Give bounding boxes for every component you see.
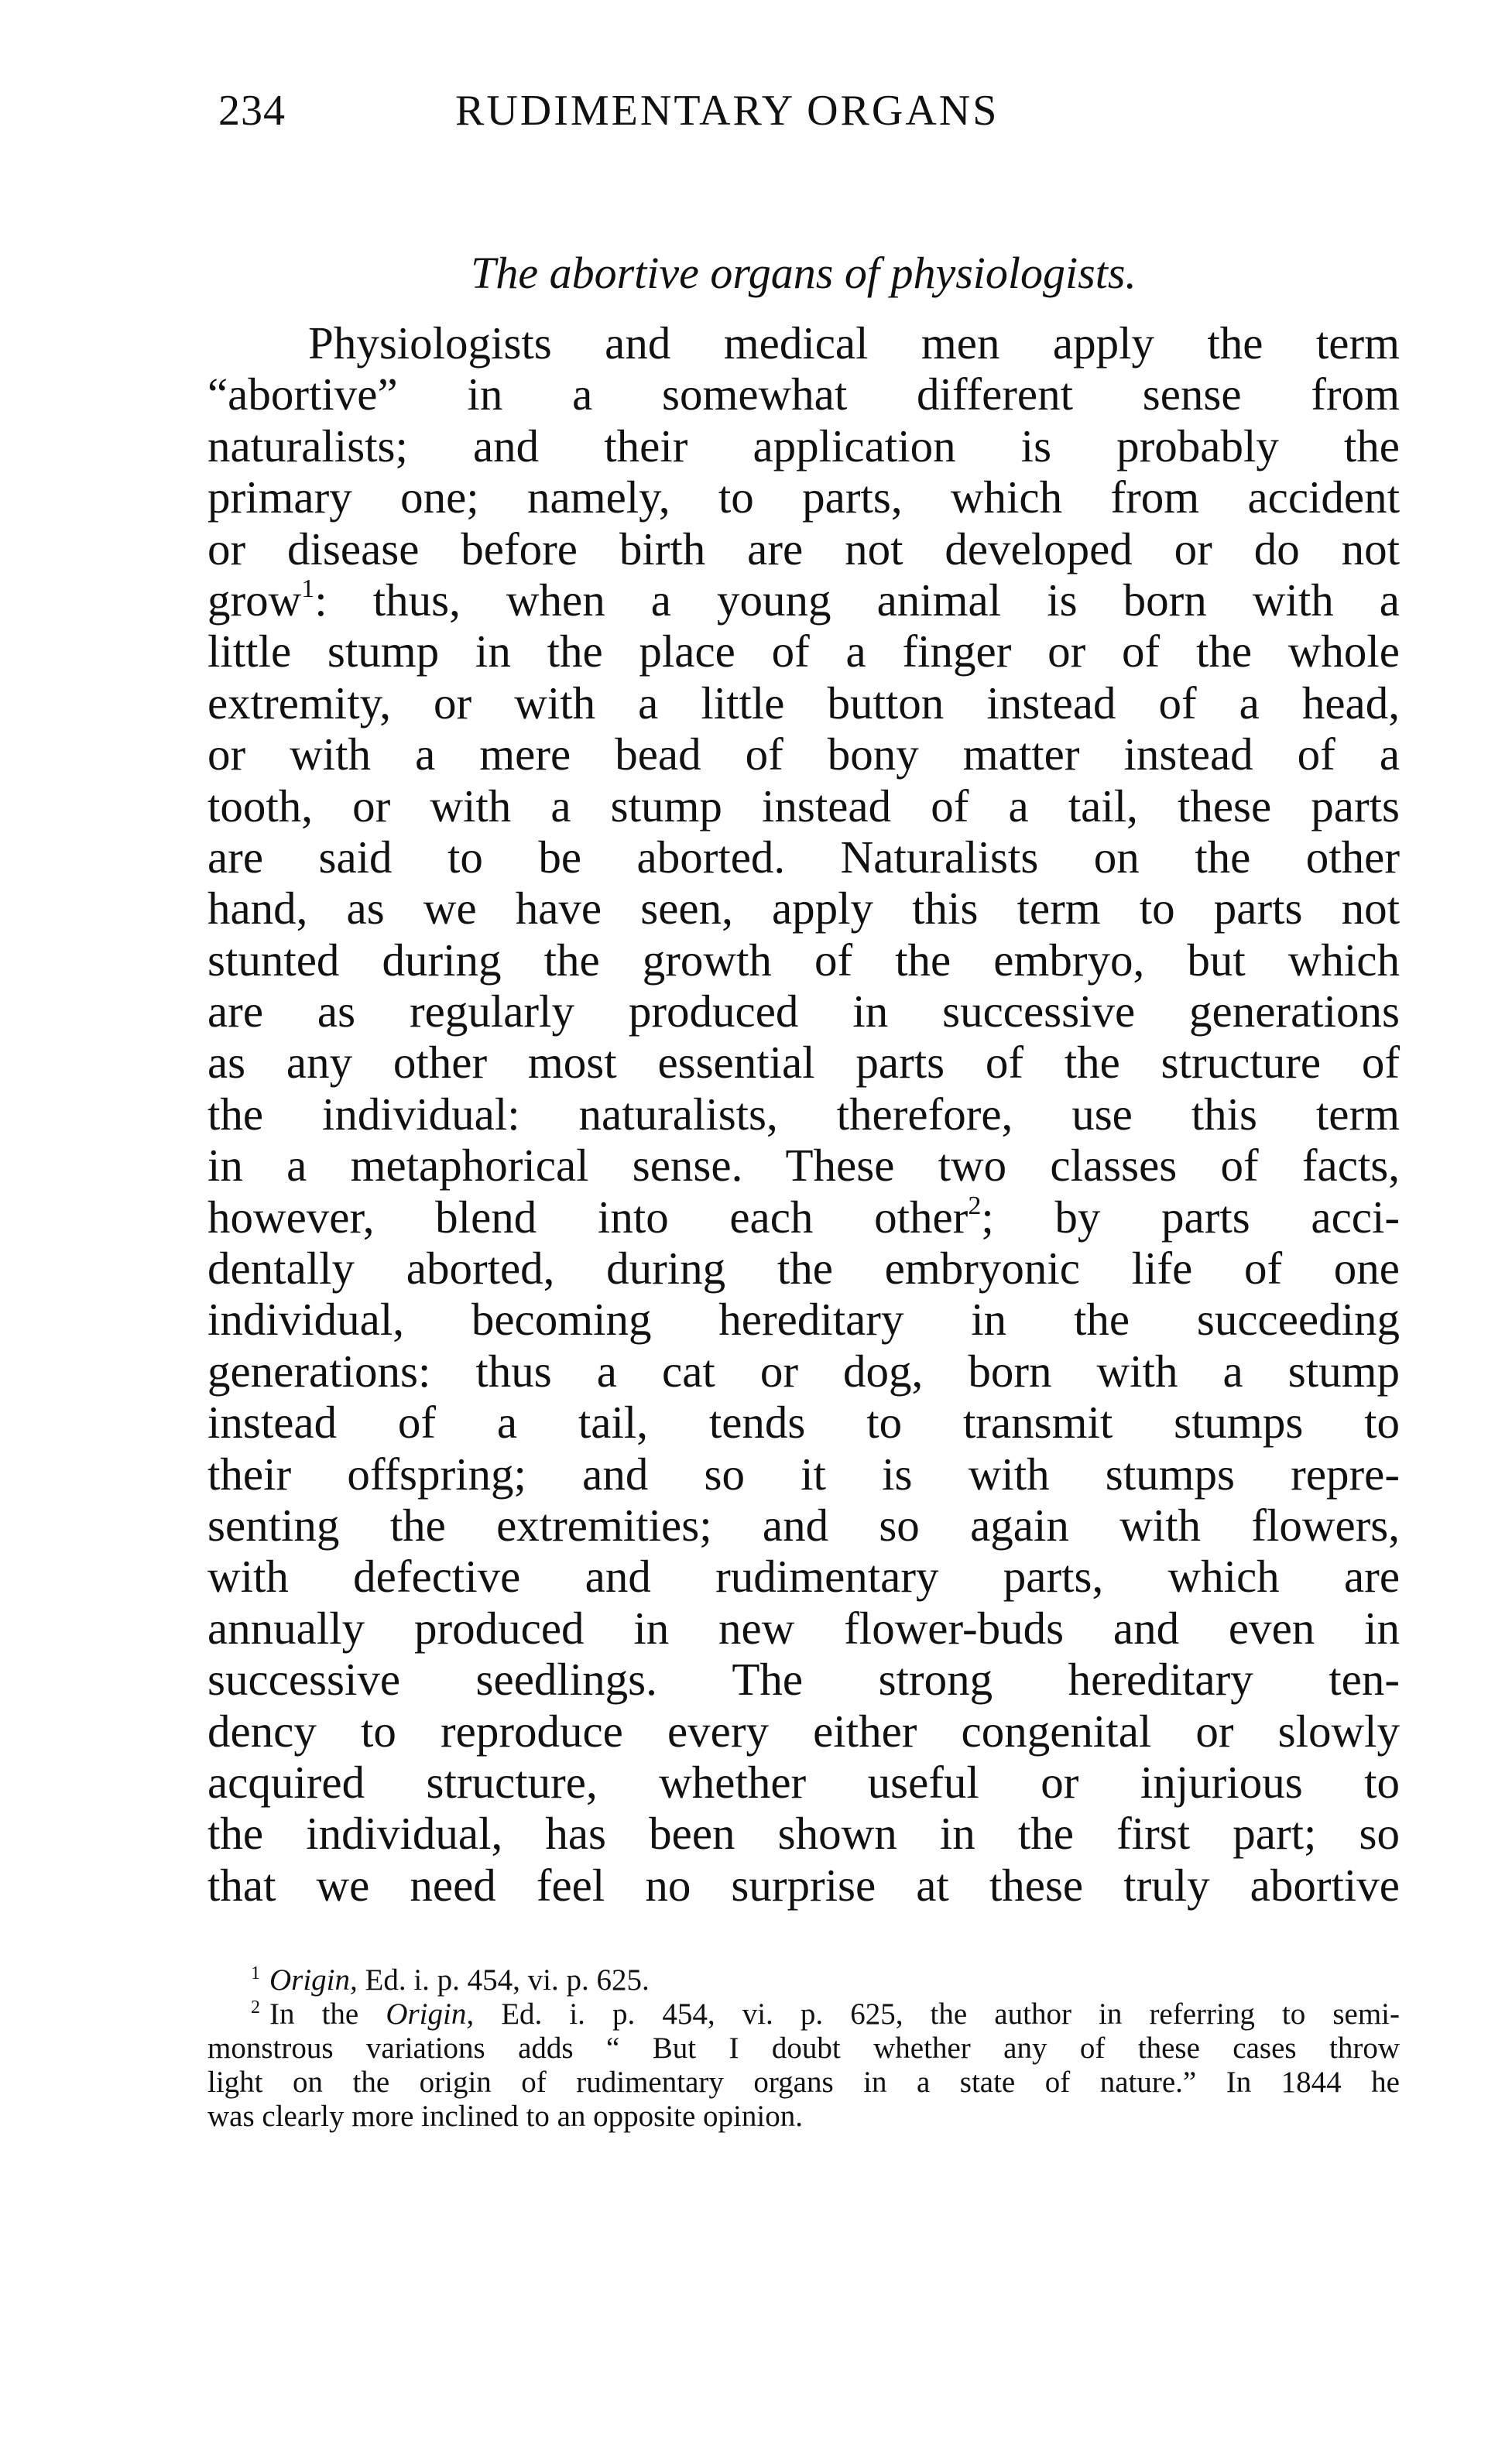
text-line: successive seedlings. The strong hereditary ten- (207, 1654, 1400, 1706)
text-line: dency to reproduce every either congenital or slowly (207, 1705, 1400, 1757)
text-fragment: grow (207, 574, 302, 626)
body-paragraph (207, 317, 1400, 1911)
text-line: as any other most essential parts of the structure of (207, 1037, 1400, 1089)
text-line: their offspring; and so it is with stumps repre- (207, 1448, 1400, 1500)
text-line (207, 574, 1400, 626)
footnote-text: Ed. i. p. 454, vi. p. 625. (365, 1963, 650, 1997)
footnote-title: Origin, (269, 1963, 358, 1997)
text-line: are said to be aborted. Naturalists on the other (207, 831, 1400, 883)
text-line: “abortive” in a somewhat different sense from (207, 369, 1400, 420)
text-line: individual, becoming hereditary in the succeeding (207, 1294, 1400, 1346)
footnote-mark: 2 (251, 1997, 260, 2018)
footnotes (207, 1963, 1400, 2134)
text-line: extremity, or with a little button instead of a head, (207, 677, 1400, 729)
footnote-title: Origin, (386, 1997, 475, 2031)
footnote-2 (207, 1997, 1400, 2032)
text-line: primary one; namely, to parts, which from accident (207, 471, 1400, 523)
footnote-ref-1: 1 (301, 574, 315, 603)
text-line: the individual, has been shown in the first part; so (207, 1808, 1400, 1860)
text-fragment: : thus, when a young animal is born with a (314, 574, 1400, 626)
text-fragment: ; by parts acci- (981, 1191, 1400, 1243)
text-line: that we need feel no surprise at these truly abortive (207, 1859, 1400, 1911)
footnote-mark: 1 (251, 1963, 260, 1984)
section-heading: The abortive organs of physiologists. (471, 248, 1137, 298)
text-line (207, 1191, 1400, 1243)
text-line: naturalists; and their application is probably the (207, 420, 1400, 471)
text-line: annually produced in new flower-buds and even in (207, 1602, 1400, 1654)
text-line: stunted during the growth of the embryo, but which (207, 934, 1400, 986)
text-line: acquired structure, whether useful or injurious to (207, 1756, 1400, 1808)
text-line: little stump in the place of a finger or of the whole (207, 626, 1400, 677)
text-line: the individual: naturalists, therefore, use this term (207, 1088, 1400, 1140)
text-line: or with a mere bead of bony matter instead of a (207, 729, 1400, 780)
text-line: dentally aborted, during the embryonic life of one (207, 1243, 1400, 1294)
footnote-text: In the (269, 1997, 359, 2031)
footnote-ref-2: 2 (968, 1191, 982, 1220)
text-line: instead of a tail, tends to transmit stumps to (207, 1397, 1400, 1449)
text-line: with defective and rudimentary parts, which are (207, 1551, 1400, 1603)
footnote-1 (207, 1963, 1400, 1997)
footnote-line: monstrous variations adds “ But I doubt whether any of these cases throw (207, 2032, 1400, 2065)
text-fragment: however, blend into each other (207, 1191, 969, 1243)
text-line: are as regularly produced in successive generations (207, 986, 1400, 1037)
footnote-text: Ed. i. p. 454, vi. p. 625, the author in referring to semi- (501, 1997, 1401, 2031)
running-head (207, 84, 1400, 138)
text-line: hand, as we have seen, apply this term to parts not (207, 883, 1400, 934)
footnote-line: was clearly more inclined to an opposite opinion. (207, 2100, 803, 2133)
text-line: or disease before birth are not developed or do not (207, 523, 1400, 574)
text-line: tooth, or with a stump instead of a tail, these parts (207, 780, 1400, 831)
text-line: Physiologists and medical men apply the term (308, 317, 1400, 369)
text-line: in a metaphorical sense. These two classes of facts, (207, 1140, 1400, 1191)
text-line: generations: thus a cat or dog, born with a stump (207, 1345, 1400, 1397)
footnote-line: light on the origin of rudimentary organs in a state of nature.” In 1844 he (207, 2066, 1400, 2099)
text-line: senting the extremities; and so again with flowers, (207, 1499, 1400, 1551)
page-number: 234 (218, 87, 286, 135)
running-title: RUDIMENTARY ORGANS (455, 87, 999, 135)
